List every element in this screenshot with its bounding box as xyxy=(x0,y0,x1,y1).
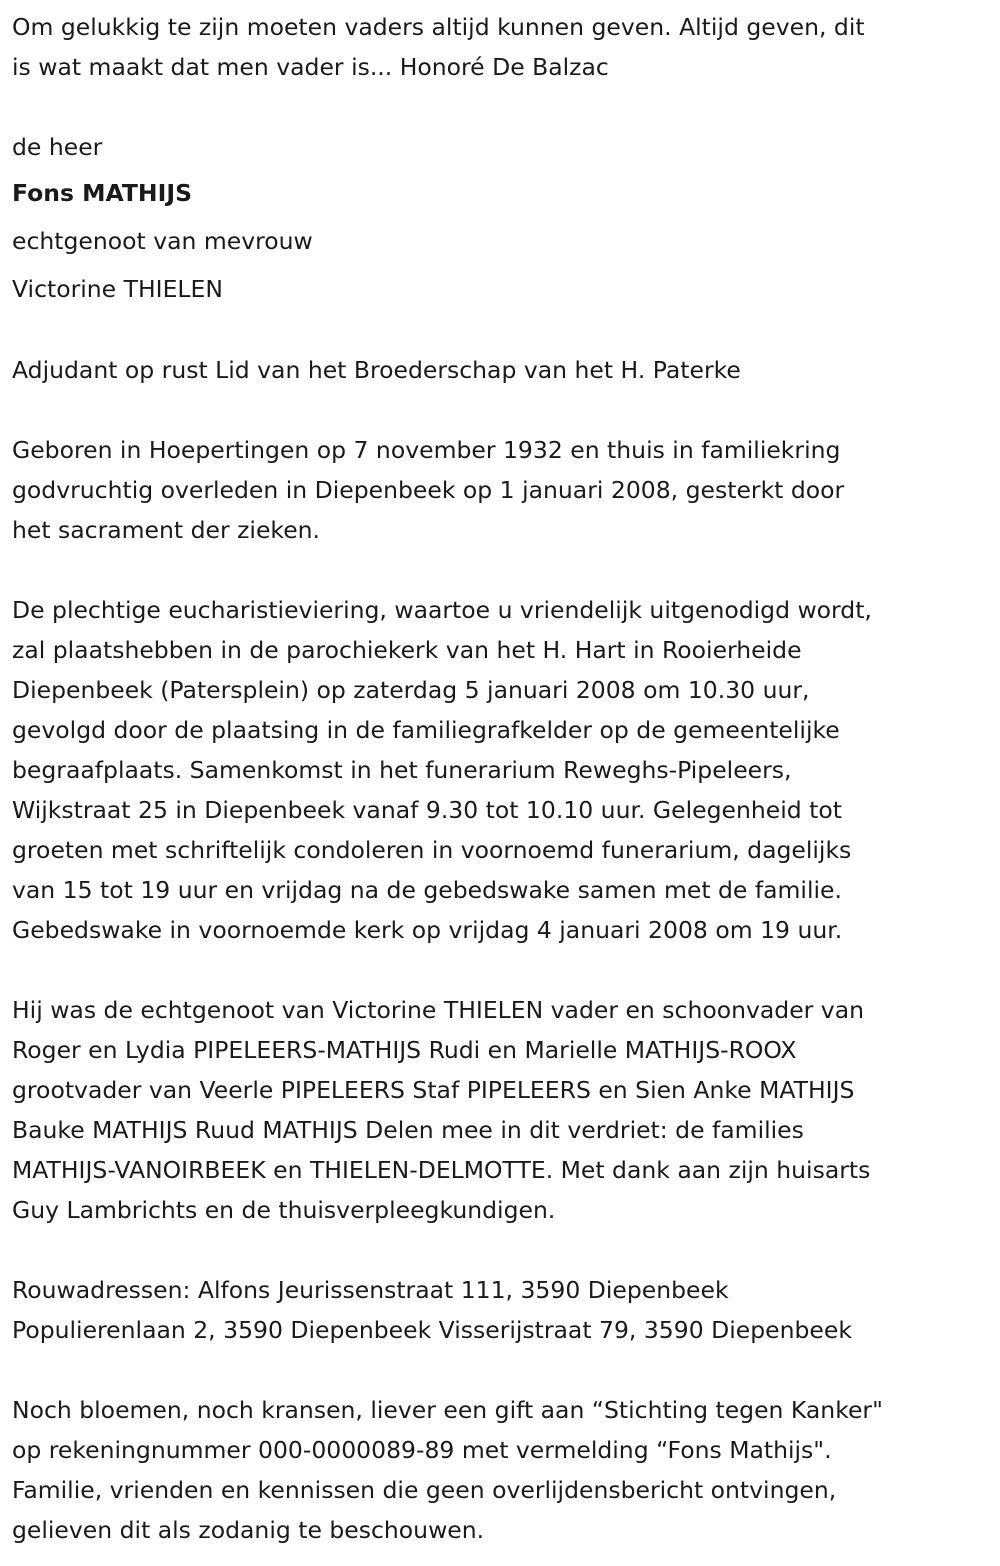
deceased-name-text: Fons MATHIJS xyxy=(12,179,193,207)
text-line: Guy Lambrichts en de thuisverpleegkundigen. xyxy=(12,1196,556,1224)
text-line: van 15 tot 19 uur en vrijdag na de gebedswake samen met de familie. xyxy=(12,876,842,904)
salutation: de heer xyxy=(12,133,103,161)
text-line: grootvader van Veerle PIPELEERS Staf PIPELEERS en Sien Anke MATHIJS xyxy=(12,1076,855,1104)
quote-paragraph xyxy=(12,7,1000,87)
birth-paragraph xyxy=(12,430,1000,550)
addresses-paragraph xyxy=(12,1270,1000,1350)
text-line: begraafplaats. Samenkomst in het funerarium Reweghs-Pipeleers, xyxy=(12,756,792,784)
text-line: gevolgd door de plaatsing in de familiegrafkelder op de gemeentelijke xyxy=(12,716,840,744)
spouse-name: Victorine THIELEN xyxy=(12,275,223,303)
text-line: zal plaatshebben in de parochiekerk van het H. Hart in Rooierheide xyxy=(12,636,802,664)
text-line: Noch bloemen, noch kransen, liever een gift aan “Stichting tegen Kanker" xyxy=(12,1396,883,1424)
text-line: gelieven dit als zodanig te beschouwen. xyxy=(12,1516,485,1544)
text-line: Hij was de echtgenoot van Victorine THIELEN vader en schoonvader van xyxy=(12,996,865,1024)
text-line: groeten met schriftelijk condoleren in voornoemd funerarium, dagelijks xyxy=(12,836,852,864)
text-line: Familie, vrienden en kennissen die geen overlijdensbericht ontvingen, xyxy=(12,1476,837,1504)
salutation-paragraph xyxy=(12,127,1000,167)
text-line: MATHIJS-VANOIRBEEK en THIELEN-DELMOTTE. Met dank aan zijn huisarts xyxy=(12,1156,871,1184)
text-line: Rouwadressen: Alfons Jeurissenstraat 111, 3590 Diepenbeek xyxy=(12,1276,729,1304)
family-paragraph xyxy=(12,990,1000,1230)
text-line: De plechtige eucharistieviering, waartoe u vriendelijk uitgenodigd wordt, xyxy=(12,596,872,624)
title-line: Adjudant op rust Lid van het Broederschap van het H. Paterke xyxy=(12,356,741,384)
name-block xyxy=(12,169,1000,313)
text-line: Gebedswake in voornoemde kerk op vrijdag 4 januari 2008 om 19 uur. xyxy=(12,916,843,944)
ceremony-paragraph xyxy=(12,590,1000,950)
text-line: Bauke MATHIJS Ruud MATHIJS Delen mee in dit verdriet: de families xyxy=(12,1116,804,1144)
text-line: godvruchtig overleden in Diepenbeek op 1 januari 2008, gesterkt door xyxy=(12,476,845,504)
text-line: het sacrament der zieken. xyxy=(12,516,321,544)
spouse-label: echtgenoot van mevrouw xyxy=(12,227,313,255)
text-line: Geboren in Hoepertingen op 7 november 1932 en thuis in familiekring xyxy=(12,436,841,464)
text-line: Roger en Lydia PIPELEERS-MATHIJS Rudi en Marielle MATHIJS-ROOX xyxy=(12,1036,797,1064)
title-paragraph xyxy=(12,350,1000,390)
quote-line: Om gelukkig te zijn moeten vaders altijd kunnen geven. Altijd geven, dit xyxy=(12,13,865,41)
text-line: op rekeningnummer 000-0000089-89 met vermelding “Fons Mathijs". xyxy=(12,1436,832,1464)
deceased-name xyxy=(12,169,1000,217)
closing-paragraph xyxy=(12,1390,1000,1550)
text-line: Wijkstraat 25 in Diepenbeek vanaf 9.30 tot 10.10 uur. Gelegenheid tot xyxy=(12,796,842,824)
text-line: Populierenlaan 2, 3590 Diepenbeek Visserijstraat 79, 3590 Diepenbeek xyxy=(12,1316,852,1344)
quote-line: is wat maakt dat men vader is... Honoré De Balzac xyxy=(12,53,609,81)
text-line: Diepenbeek (Patersplein) op zaterdag 5 januari 2008 om 10.30 uur, xyxy=(12,676,810,704)
